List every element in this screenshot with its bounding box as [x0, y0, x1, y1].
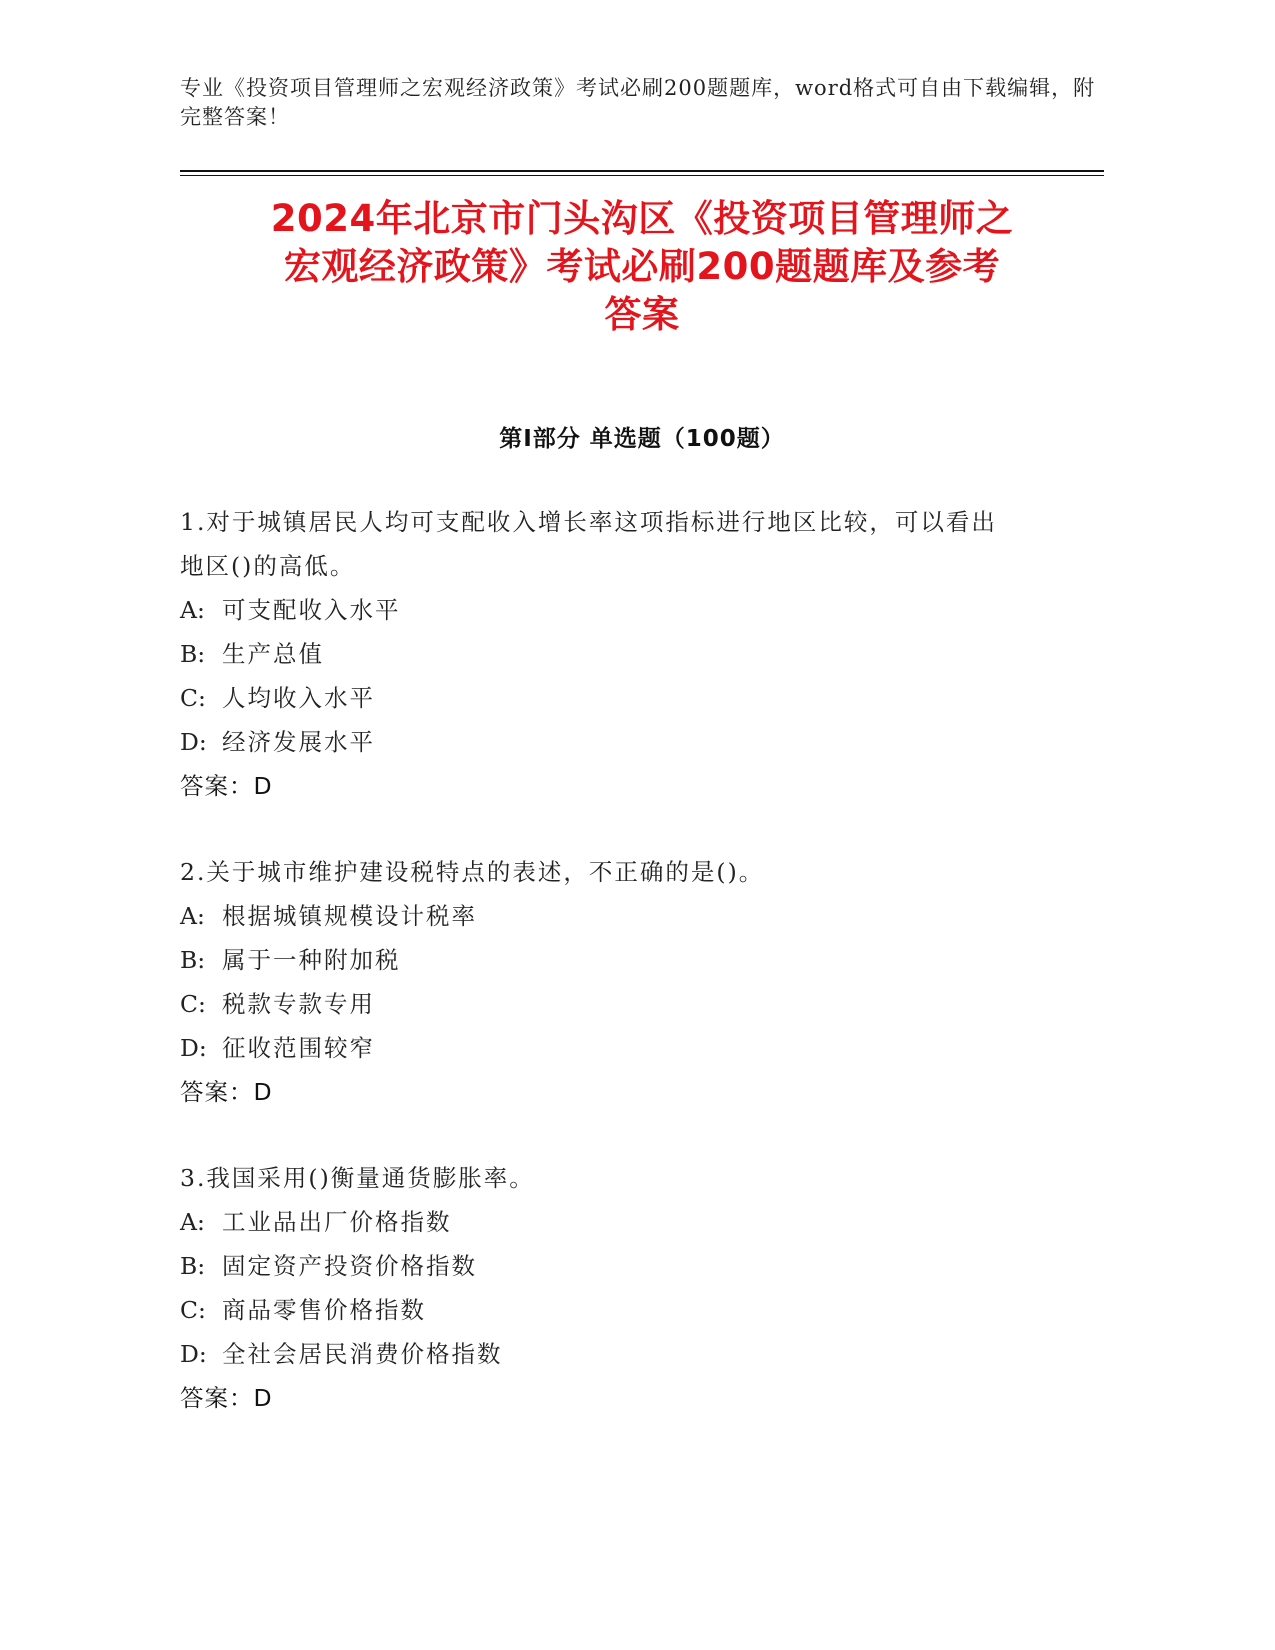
- header-rule-thick: [180, 170, 1104, 172]
- option-key: B:: [180, 1252, 206, 1280]
- option-text: 工业品出厂价格指数: [222, 1208, 452, 1236]
- option-key: B:: [180, 946, 206, 974]
- option-text: 人均收入水平: [222, 684, 375, 712]
- question-3: [180, 1156, 1104, 1420]
- answer-line: 答案：D: [180, 1078, 273, 1106]
- document-title: [180, 195, 1104, 339]
- answer-line: 答案：D: [180, 1384, 273, 1412]
- option-d: [180, 1026, 1104, 1070]
- option-a: [180, 588, 1104, 632]
- section-heading: 第Ⅰ部分 单选题（100题）: [499, 426, 785, 452]
- option-text: 根据城镇规模设计税率: [222, 902, 477, 930]
- option-key: C:: [180, 684, 206, 712]
- option-key: D:: [180, 728, 207, 756]
- option-c: [180, 676, 1104, 720]
- title-line-3: 答案: [604, 293, 680, 336]
- question-2: [180, 850, 1104, 1114]
- option-key: A:: [180, 1208, 205, 1236]
- answer-line: 答案：D: [180, 772, 273, 800]
- option-key: A:: [180, 902, 205, 930]
- option-b: [180, 1244, 1104, 1288]
- title-line-2: 宏观经济政策》考试必刷200题题库及参考: [283, 245, 1001, 288]
- option-b: [180, 938, 1104, 982]
- option-text: 征收范围较窄: [222, 1034, 375, 1062]
- option-a: [180, 894, 1104, 938]
- option-text: 全社会居民消费价格指数: [222, 1340, 503, 1368]
- option-text: 税款专款专用: [222, 990, 375, 1018]
- option-text: 可支配收入水平: [222, 596, 401, 624]
- option-d: [180, 1332, 1104, 1376]
- option-key: C:: [180, 1296, 206, 1324]
- option-b: [180, 632, 1104, 676]
- title-line-1: 2024年北京市门头沟区《投资项目管理师之: [270, 197, 1014, 240]
- question-stem: 1.对于城镇居民人均可支配收入增长率这项指标进行地区比较，可以看出地区()的高低。: [180, 508, 997, 580]
- question-1: [180, 500, 1104, 808]
- option-text: 固定资产投资价格指数: [222, 1252, 477, 1280]
- question-list: [180, 500, 1104, 1462]
- option-key: D:: [180, 1034, 207, 1062]
- option-a: [180, 1200, 1104, 1244]
- option-c: [180, 982, 1104, 1026]
- header-rule-thin: [180, 175, 1104, 176]
- question-stem: 2.关于城市维护建设税特点的表述，不正确的是()。: [180, 858, 765, 886]
- option-text: 生产总值: [222, 640, 324, 668]
- option-text: 经济发展水平: [222, 728, 375, 756]
- option-d: [180, 720, 1104, 764]
- option-text: 属于一种附加税: [222, 946, 401, 974]
- question-stem: 3.我国采用()衡量通货膨胀率。: [180, 1164, 535, 1192]
- option-key: B:: [180, 640, 206, 668]
- option-key: A:: [180, 596, 205, 624]
- option-text: 商品零售价格指数: [222, 1296, 426, 1324]
- option-key: D:: [180, 1340, 207, 1368]
- header-note: 专业《投资项目管理师之宏观经济政策》考试必刷200题题库，word格式可自由下载编辑，附完整答案！: [180, 76, 1096, 129]
- option-c: [180, 1288, 1104, 1332]
- option-key: C:: [180, 990, 206, 1018]
